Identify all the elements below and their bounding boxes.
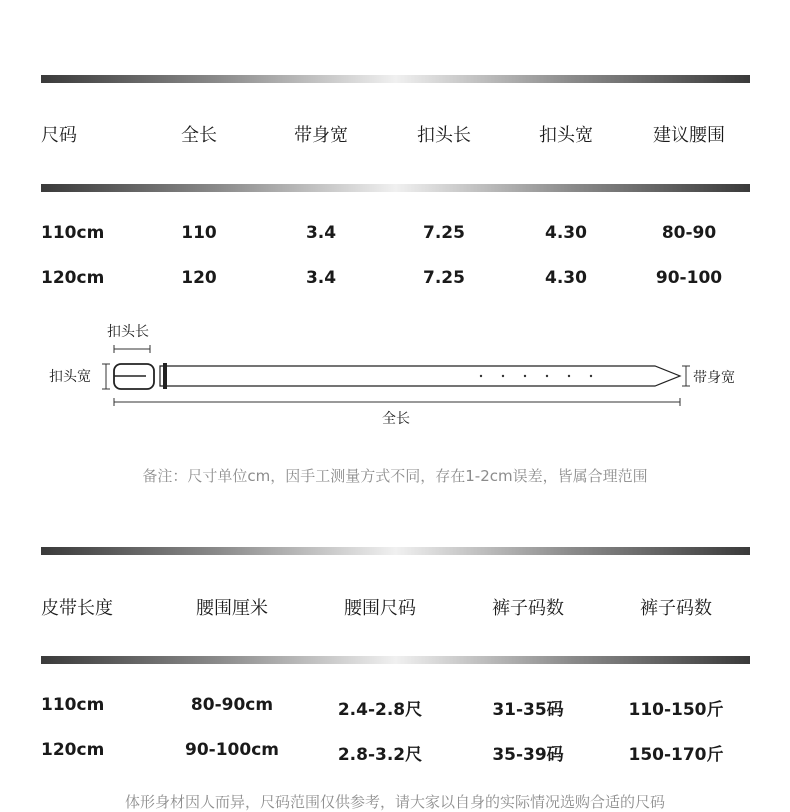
table2-cell: 120cm bbox=[41, 740, 105, 760]
total-length-label: 全长 bbox=[382, 411, 410, 427]
table1-cell: 4.30 bbox=[545, 223, 587, 243]
buckle-length-label: 扣头长 bbox=[107, 324, 149, 340]
table2-cell: 2.4-2.8尺 bbox=[337, 700, 423, 720]
table2-cell: 31-35码 bbox=[492, 700, 564, 720]
table1-cell: 7.25 bbox=[423, 223, 465, 243]
measurement-note: 备注：尺寸单位cm，因手工测量方式不同，存在1-2cm误差，皆属合理范围 bbox=[142, 467, 648, 485]
table1-header-strap-width: 带身宽 bbox=[294, 125, 348, 146]
table2-header-waist-size: 腰围尺码 bbox=[344, 598, 416, 619]
table1-header-waist: 建议腰围 bbox=[653, 125, 725, 146]
table2-header-pants-size: 裤子码数 bbox=[492, 598, 564, 619]
table1-cell: 3.4 bbox=[305, 268, 337, 288]
table1-cell: 110 bbox=[181, 223, 217, 243]
table2-cell: 2.8-3.2尺 bbox=[337, 745, 423, 765]
table1-header-size: 尺码 bbox=[41, 125, 77, 146]
table1-cell: 120 bbox=[181, 268, 217, 288]
strap-width-label: 带身宽 bbox=[693, 370, 735, 386]
table2-mid-divider bbox=[41, 656, 750, 664]
buckle-width-label: 扣头宽 bbox=[49, 369, 91, 385]
table2-header-belt-length: 皮带长度 bbox=[41, 598, 113, 619]
table1-cell: 4.30 bbox=[545, 268, 587, 288]
table2-cell: 90-100cm bbox=[185, 740, 279, 760]
table2-header-pants-size-2: 裤子码数 bbox=[640, 598, 712, 619]
table2-cell: 150-170斤 bbox=[628, 745, 724, 765]
table2-header-waist-cm: 腰围厘米 bbox=[196, 598, 268, 619]
table1-cell: 90-100 bbox=[655, 268, 723, 288]
table1-header-buckle-width: 扣头宽 bbox=[539, 125, 593, 146]
size-reference-note: 体形身材因人而异，尺码范围仅供参考，请大家以自身的实际情况选购合适的尺码 bbox=[124, 793, 665, 811]
table1-cell: 80-90 bbox=[661, 223, 717, 243]
table1-header-buckle-length: 扣头长 bbox=[417, 125, 471, 146]
table1-cell: 110cm bbox=[41, 223, 105, 243]
table2-cell: 110-150斤 bbox=[628, 700, 724, 720]
table2-cell: 110cm bbox=[41, 695, 105, 715]
table1-cell: 7.25 bbox=[423, 268, 465, 288]
table1-cell: 120cm bbox=[41, 268, 105, 288]
table2-cell: 80-90cm bbox=[190, 695, 274, 715]
table1-cell: 3.4 bbox=[305, 223, 337, 243]
table2-top-divider bbox=[41, 547, 750, 555]
table2-cell: 35-39码 bbox=[492, 745, 564, 765]
table1-header-total-length: 全长 bbox=[181, 125, 217, 146]
